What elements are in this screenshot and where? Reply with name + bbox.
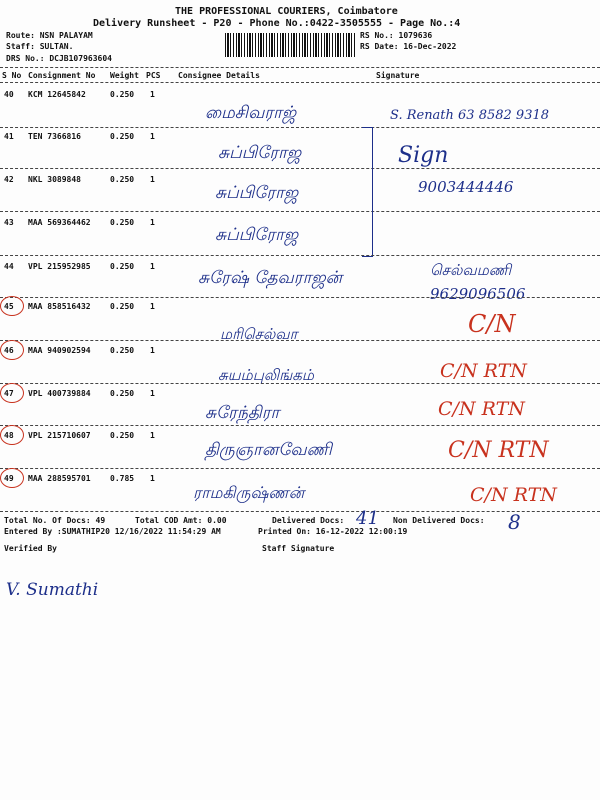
staff-signature-label: Staff Signature [262, 544, 335, 553]
row-pcs: 1 [150, 175, 155, 184]
route-label: Route: NSN PALAYAM [6, 31, 93, 40]
drs-number: DRS No.: DCJB107963604 [6, 54, 112, 63]
row-pcs: 1 [150, 132, 155, 141]
row-consignment: VPL 215952985 [28, 262, 91, 271]
row-consignee: மைசிவராஜ் [205, 103, 297, 123]
non-delivered-docs: Non Delivered Docs: [393, 516, 485, 525]
rs-date: RS Date: 16-Dec-2022 [360, 42, 457, 51]
divider [0, 340, 600, 341]
rs-number: RS No.: 1079636 [360, 31, 433, 40]
row-weight: 0.785 [110, 474, 135, 483]
row-consignment: NKL 3089848 [28, 175, 81, 184]
row-sno: 41 [4, 132, 14, 141]
runsheet-subtitle: Delivery Runsheet - P20 - Phone No.:0422-3505555 - Page No.:4 [93, 18, 461, 29]
total-docs: Total No. Of Docs: 49 [4, 516, 106, 525]
col-signature: Signature [376, 71, 420, 80]
col-pcs: PCS [146, 71, 161, 80]
row-sno: 49 [4, 474, 14, 483]
barcode [225, 33, 356, 57]
row-signature: Sign [398, 143, 449, 168]
row-consignment: KCM 12645842 [28, 90, 86, 99]
row-signature: S. Renath 63 8582 9318 [390, 108, 550, 123]
row-weight: 0.250 [110, 346, 135, 355]
col-weight: Weight [110, 71, 139, 80]
row-sno: 47 [4, 389, 14, 398]
row-consignment: MAA 288595701 [28, 474, 91, 483]
row-sno: 43 [4, 218, 14, 227]
total-cod: Total COD Amt: 0.00 [135, 516, 227, 525]
row-consignment: MAA 569364462 [28, 218, 91, 227]
row-weight: 0.250 [110, 90, 135, 99]
divider [0, 211, 600, 212]
col-consignee: Consignee Details [178, 71, 260, 80]
row-weight: 0.250 [110, 302, 135, 311]
printed-on: Printed On: 16-12-2022 12:00:19 [258, 527, 408, 536]
row-pcs: 1 [150, 474, 155, 483]
divider [0, 255, 600, 256]
divider [0, 82, 600, 83]
row-weight: 0.250 [110, 132, 135, 141]
row-signature: C/N [468, 310, 516, 338]
row-sno: 46 [4, 346, 14, 355]
row-consignee: சுப்பிரோஜ [215, 225, 299, 245]
row-weight: 0.250 [110, 175, 135, 184]
col-sno: S No [2, 71, 22, 80]
row-consignee: சுரேந்திரா [205, 403, 280, 423]
row-signature: C/N RTN [470, 484, 557, 506]
divider [0, 127, 600, 128]
row-pcs: 1 [150, 302, 155, 311]
row-consignee: சுரேஷ் தேவராஜன் [198, 268, 343, 288]
row-consignment: MAA 858516432 [28, 302, 91, 311]
row-consignment: MAA 940902594 [28, 346, 91, 355]
row-pcs: 1 [150, 262, 155, 271]
row-pcs: 1 [150, 389, 155, 398]
row-consignment: VPL 215710607 [28, 431, 91, 440]
row-consignment: VPL 400739884 [28, 389, 91, 398]
non-delivered-count-handwritten: 8 [508, 510, 521, 534]
row-sno: 44 [4, 262, 14, 271]
group-bracket [362, 127, 373, 257]
delivered-count-handwritten: 41 [356, 508, 379, 529]
row-consignee: சுப்பிரோஜ [218, 143, 302, 163]
row-consignee: சுப்பிரோஜ [215, 183, 299, 203]
divider [0, 67, 600, 68]
divider [0, 297, 600, 298]
row-signature: C/N RTN [438, 398, 525, 420]
row-signature: 9003444446 [418, 178, 514, 196]
col-consignment: Consignment No [28, 71, 96, 80]
row-consignee: சுயம்புலிங்கம் [218, 366, 314, 384]
verified-by-label: Verified By [4, 544, 57, 553]
row-sno: 48 [4, 431, 14, 440]
row-consignee: மரிசெல்வா [220, 325, 298, 343]
delivered-docs: Delivered Docs: [272, 516, 345, 525]
divider [0, 468, 600, 469]
company-title: THE PROFESSIONAL COURIERS, Coimbatore [175, 6, 398, 17]
row-signature: C/N RTN [440, 360, 527, 382]
row-weight: 0.250 [110, 389, 135, 398]
row-sno: 45 [4, 302, 14, 311]
row-sno: 40 [4, 90, 14, 99]
row-pcs: 1 [150, 218, 155, 227]
row-signature: செல்வமணி 9629096506 [430, 261, 526, 303]
row-consignment: TEN 7366816 [28, 132, 81, 141]
row-weight: 0.250 [110, 431, 135, 440]
row-pcs: 1 [150, 90, 155, 99]
verifier-signature: V. Sumathi [6, 580, 99, 600]
divider [0, 168, 600, 169]
row-weight: 0.250 [110, 218, 135, 227]
divider [0, 383, 600, 384]
row-sno: 42 [4, 175, 14, 184]
row-weight: 0.250 [110, 262, 135, 271]
row-pcs: 1 [150, 346, 155, 355]
row-pcs: 1 [150, 431, 155, 440]
row-consignee: ராமகிருஷ்ணன் [193, 483, 305, 502]
entered-by: Entered By :SUMATHIP20 12/16/2022 11:54:29 AM [4, 527, 221, 536]
staff-label: Staff: SULTAN. [6, 42, 74, 51]
row-signature: C/N RTN [448, 438, 549, 463]
row-consignee: திருஞானவேணி [205, 440, 332, 460]
divider [0, 425, 600, 426]
